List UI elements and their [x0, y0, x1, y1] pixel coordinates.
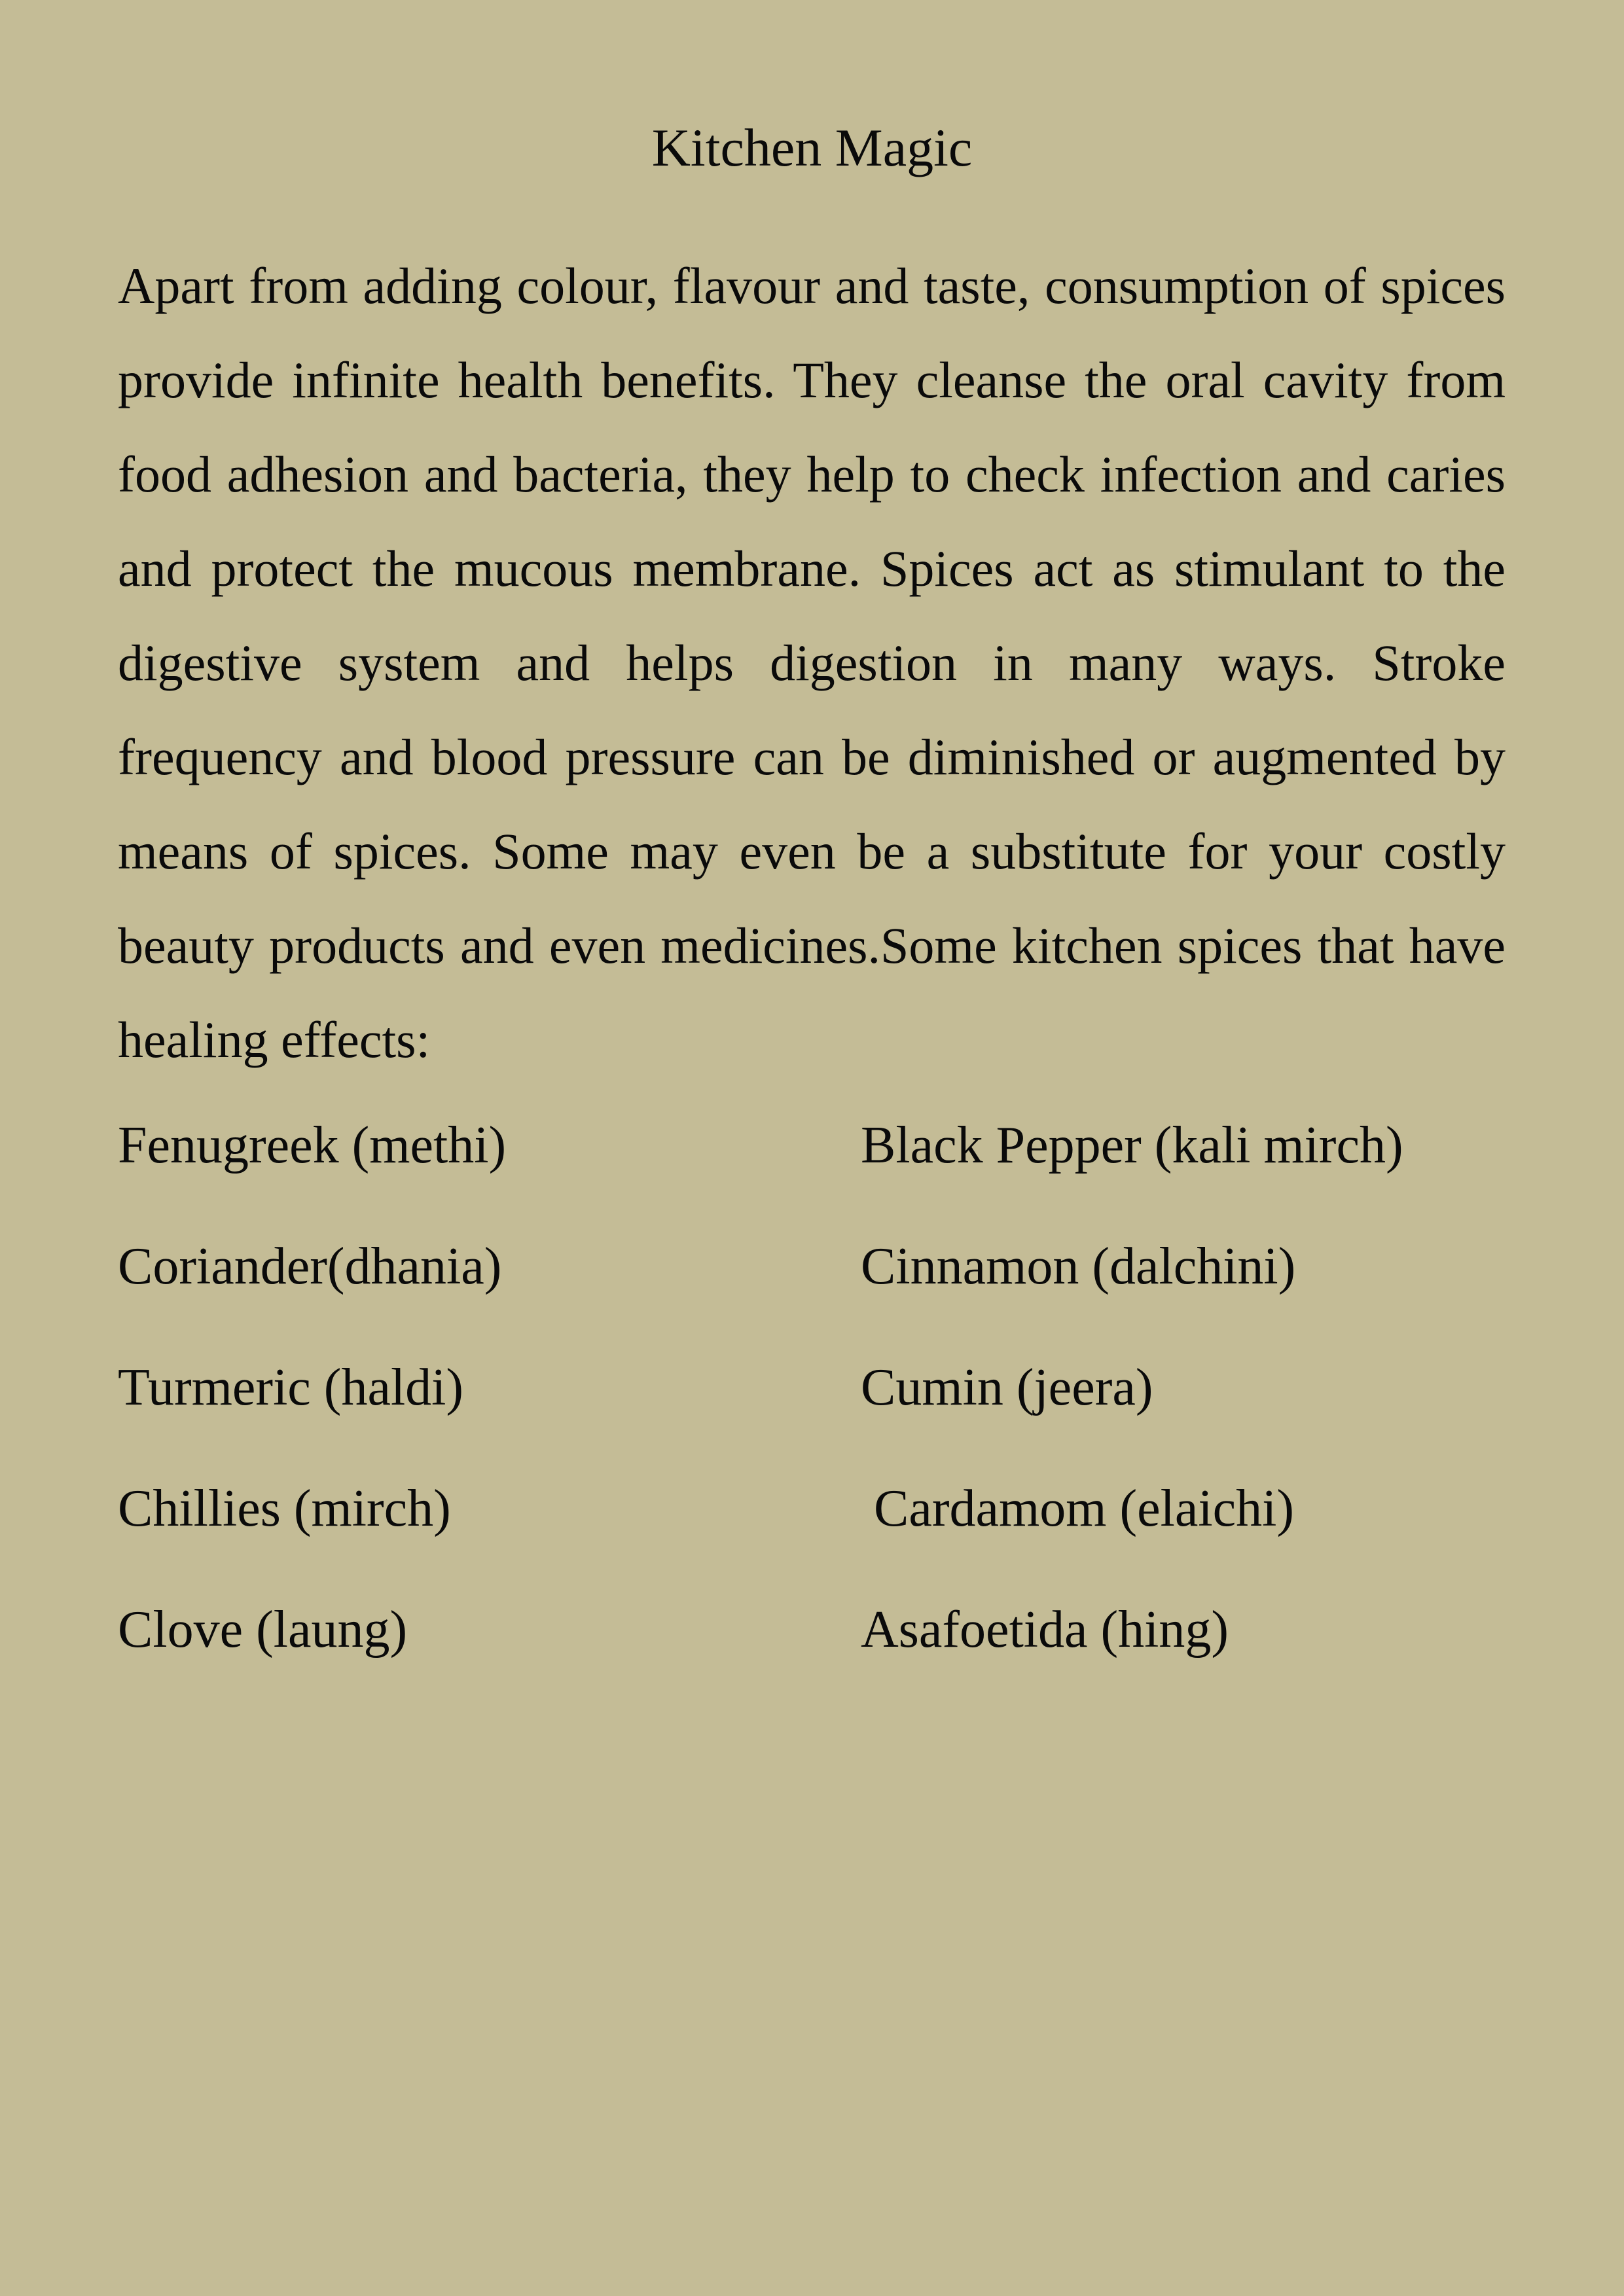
intro-paragraph: Apart from adding colour, flavour and taste, consumption of spices provide infinite health benefits. They cleanse the oral cavity from food adhesion and bacteria, they help to check infection and caries and protect the mucous membrane. Spices act as stimulant to the digestive system and helps digestion in many ways. Stroke frequency and blood pressure can be diminished or augmented by means of spices. Some may even be a substitute for your costly beauty products and even medicines.Some kitchen spices that have healing effects:: [118, 257, 1506, 1068]
spice-name-left: Chillies (mirch): [118, 1480, 451, 1537]
spice-name-right: Cardamom (elaichi): [861, 1480, 1294, 1537]
list-item: [118, 1348, 1506, 1469]
spice-name-right: Black Pepper (kali mirch): [861, 1117, 1403, 1174]
spice-name-left: Coriander(dhania): [118, 1238, 502, 1295]
spice-name-right: Cinnamon (dalchini): [861, 1238, 1296, 1295]
spice-list: [118, 1106, 1506, 1712]
spice-name-left: Clove (laung): [118, 1601, 408, 1659]
spice-name-right: Cumin (jeera): [861, 1359, 1153, 1416]
list-item: [118, 1590, 1506, 1712]
list-item: [118, 1469, 1506, 1590]
page-title: Kitchen Magic: [651, 118, 973, 177]
list-item: [118, 1227, 1506, 1348]
spice-name-right: Asafoetida (hing): [861, 1601, 1229, 1659]
spice-name-left: Turmeric (haldi): [118, 1359, 464, 1416]
list-item: [118, 1106, 1506, 1227]
spice-name-left: Fenugreek (methi): [118, 1117, 507, 1174]
